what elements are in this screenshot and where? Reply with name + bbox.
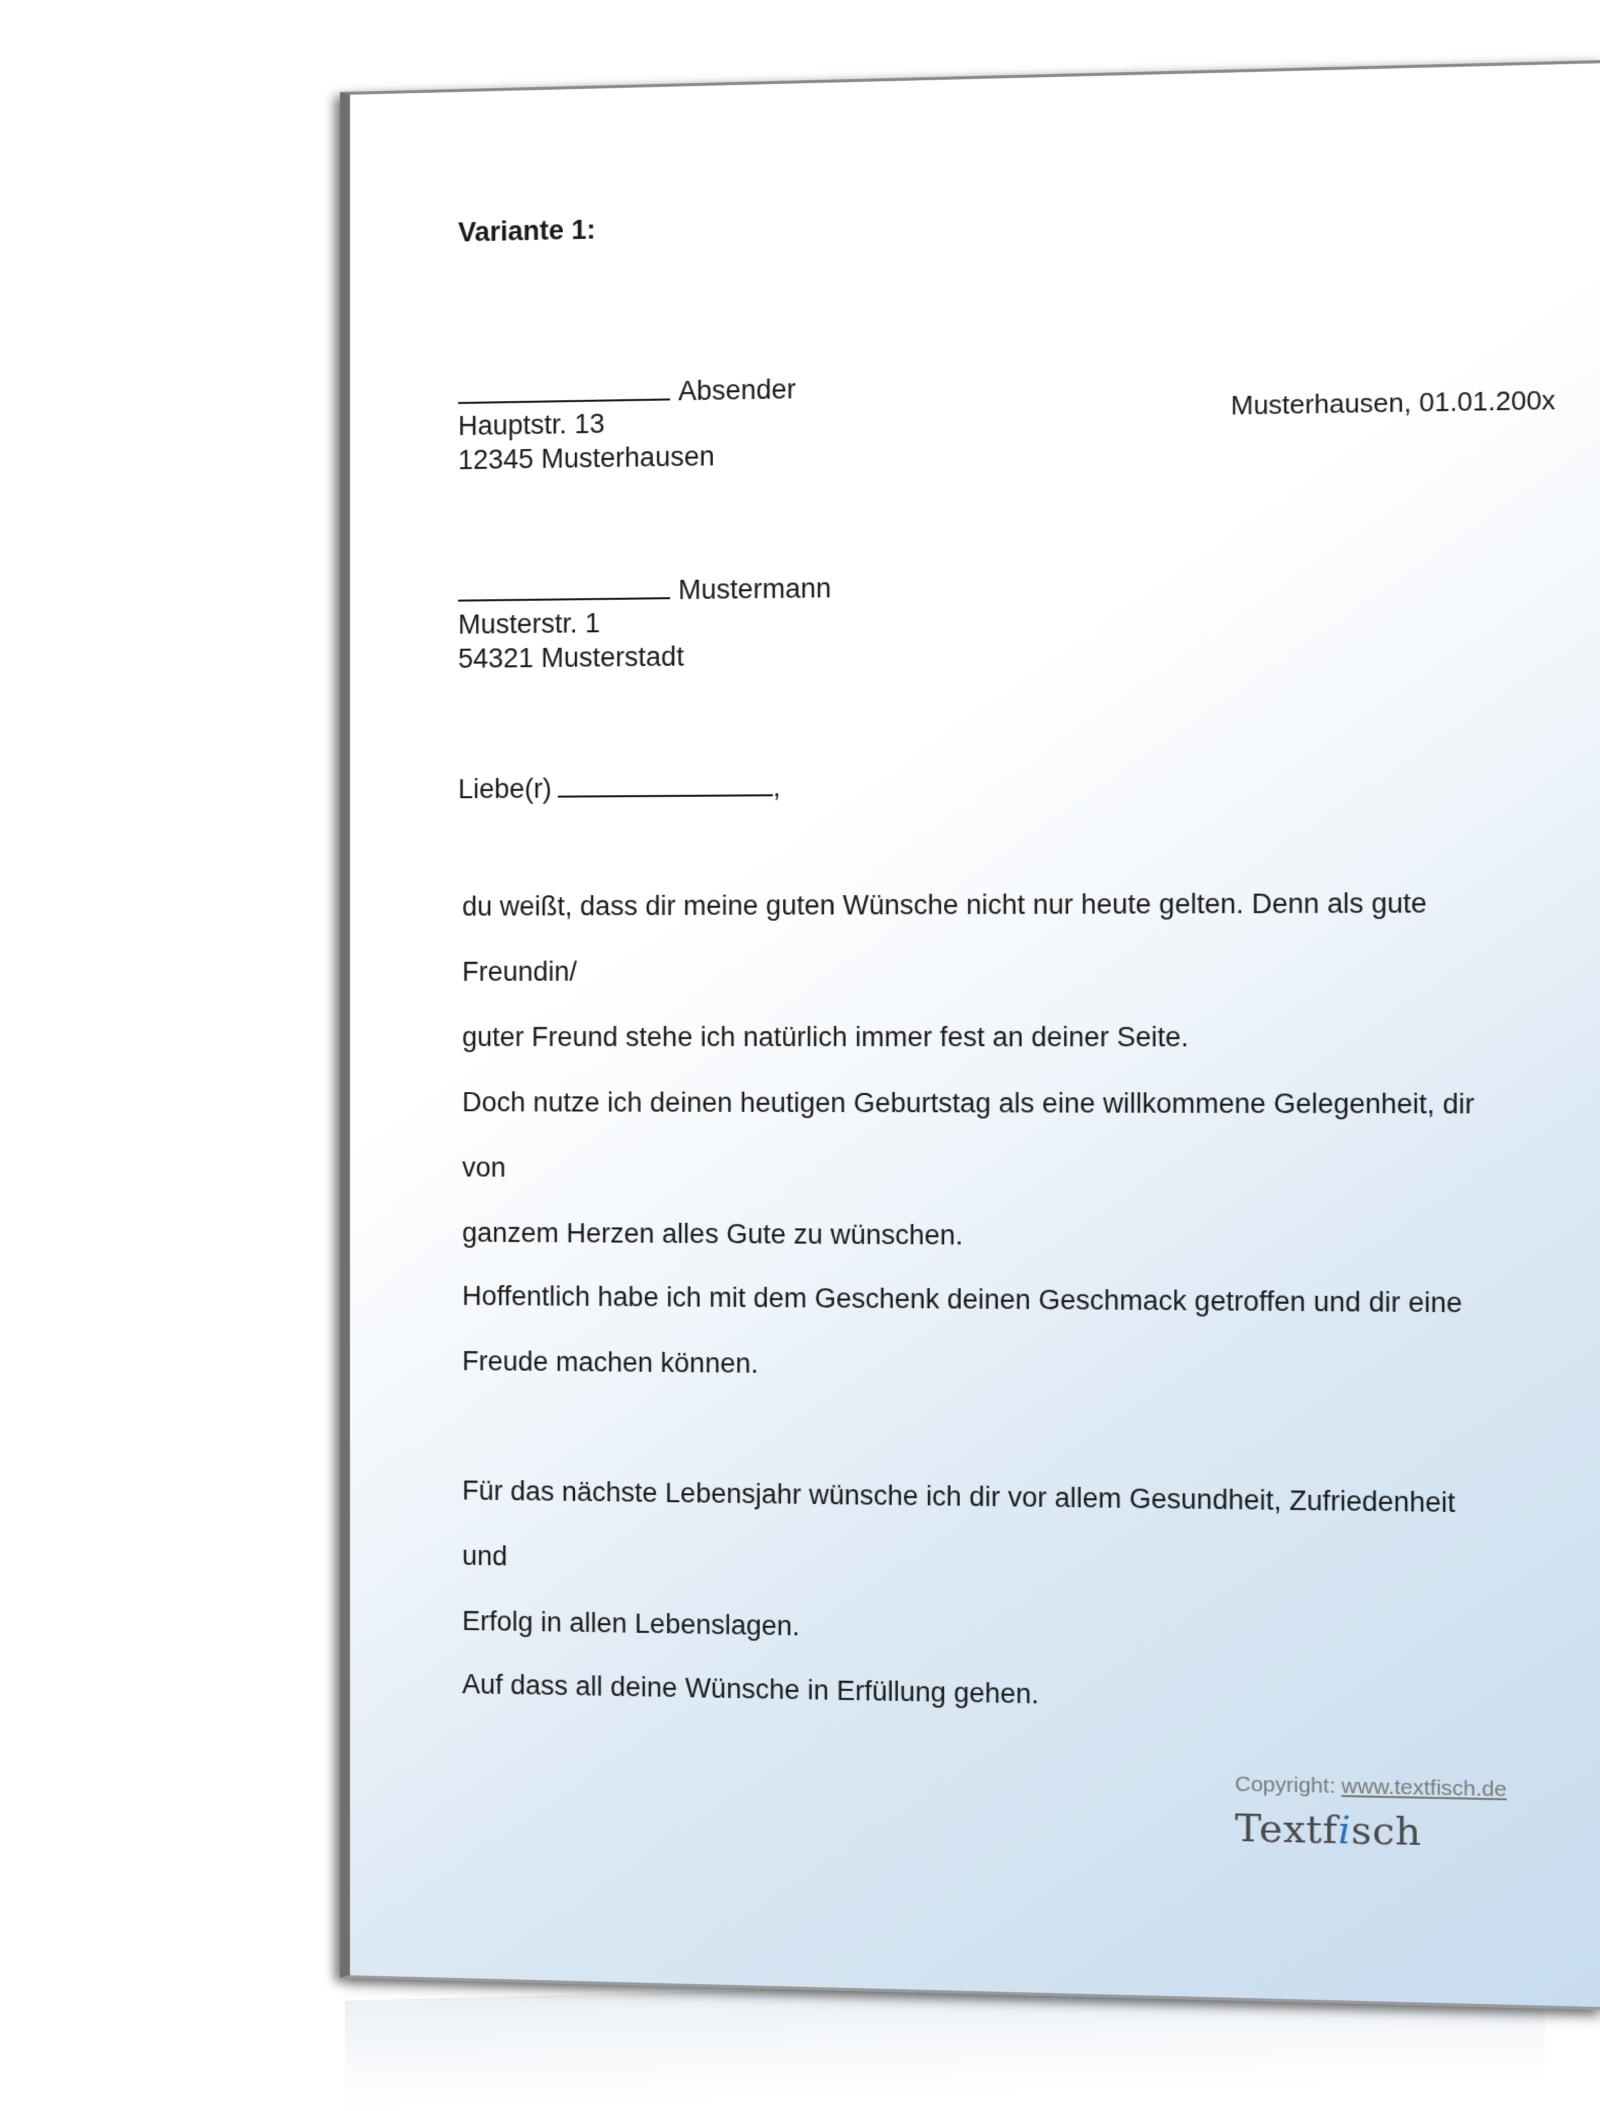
sender-name-line bbox=[458, 374, 796, 411]
sender-city: 12345 Musterhausen bbox=[458, 441, 715, 476]
paragraph-4 bbox=[462, 1458, 1494, 1671]
paragraph-1-line-2: guter Freund stehe ich natürlich immer fest an deiner Seite. bbox=[462, 1021, 1189, 1053]
letter-page bbox=[340, 60, 1600, 2010]
paragraph-1 bbox=[462, 870, 1494, 1071]
salutation bbox=[458, 772, 781, 805]
paragraph-3-line-2: Freude machen können. bbox=[462, 1346, 759, 1379]
logo-fish-icon: i bbox=[1337, 1807, 1352, 1853]
paragraph-2-line-1: Doch nutze ich deinen heutigen Geburtstag als eine willkommene Gelegenheit, dir von bbox=[462, 1087, 1475, 1183]
sender-name: Absender bbox=[678, 374, 797, 407]
paragraph-1-line-1: du weißt, dass dir meine guten Wünsche nicht nur heute gelten. Denn als gute Freundin/ bbox=[462, 887, 1427, 987]
recipient-name: Mustermann bbox=[678, 573, 832, 606]
textfisch-logo bbox=[1235, 1805, 1422, 1854]
copyright-label: Copyright: bbox=[1234, 1772, 1336, 1798]
copyright-line bbox=[1235, 1772, 1507, 1802]
sender-blank-line bbox=[458, 376, 670, 404]
logo-text-prefix: Textf bbox=[1234, 1805, 1338, 1853]
recipient-blank-line bbox=[458, 575, 670, 602]
salutation-prefix: Liebe(r) bbox=[458, 773, 552, 805]
paragraph-2 bbox=[462, 1070, 1494, 1272]
copyright-link[interactable]: www.textfisch.de bbox=[1341, 1774, 1507, 1802]
paragraph-4-line-2: Erfolg in allen Lebenslagen. bbox=[462, 1605, 800, 1642]
recipient-street: Musterstr. 1 bbox=[458, 608, 601, 640]
salutation-blank-line bbox=[558, 772, 773, 798]
recipient-name-line bbox=[458, 573, 831, 609]
paragraph-3-line-1: Hoffentlich habe ich mit dem Geschenk deinen Geschmack getroffen und dir eine bbox=[462, 1280, 1463, 1319]
logo-text-suffix: sch bbox=[1351, 1807, 1422, 1855]
paragraph-4-line-1: Für das nächste Lebensjahr wünsche ich dir vor allem Gesundheit, Zufriedenheit und bbox=[462, 1475, 1456, 1572]
paragraph-3 bbox=[462, 1264, 1494, 1404]
salutation-suffix: , bbox=[772, 771, 781, 803]
recipient-city: 54321 Musterstadt bbox=[458, 641, 684, 674]
document-preview bbox=[340, 60, 1590, 2003]
sender-street: Hauptstr. 13 bbox=[458, 408, 605, 442]
paragraph-2-line-2: ganzem Herzen alles Gute zu wünschen. bbox=[462, 1217, 964, 1251]
paragraph-5-line-1: Auf dass all deine Wünsche in Erfüllung gehen. bbox=[462, 1669, 1040, 1710]
variant-heading: Variante 1: bbox=[458, 214, 596, 248]
place-date: Musterhausen, 01.01.200x bbox=[1230, 384, 1556, 421]
